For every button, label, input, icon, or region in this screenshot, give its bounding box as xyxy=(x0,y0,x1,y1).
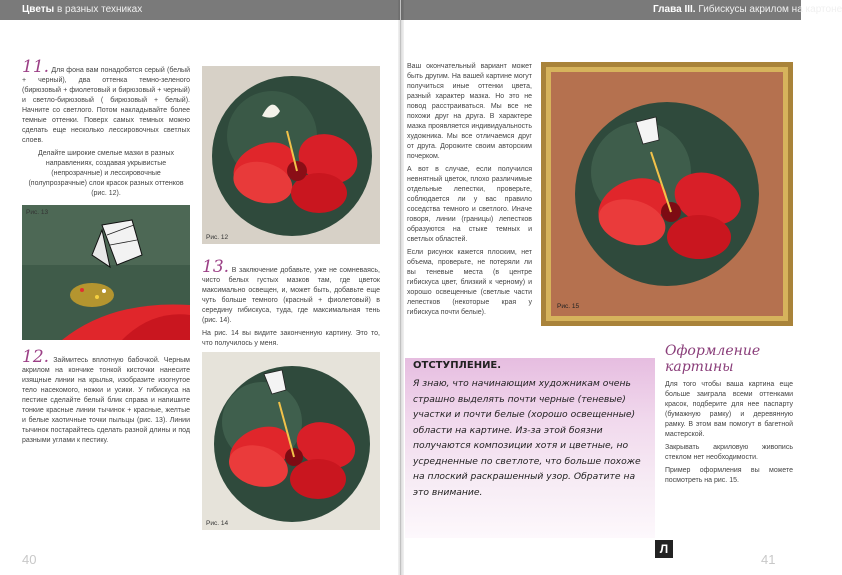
framing-section-title: Оформление картины xyxy=(665,343,761,375)
framing-paragraph-2: Закрывать акриловую живопись стеклом нет необходимости. xyxy=(665,444,793,461)
conclusion-text xyxy=(407,62,532,321)
framed-painting-icon xyxy=(541,62,793,326)
step-12-number: 12. xyxy=(22,347,50,367)
figure-12-photo xyxy=(202,66,380,244)
step-12-text: 12. Займитесь вплотную бабочкой. Черным акрилом на кончике тонкой кисточки нанесите изящные линии на крылья, изобразите изогнутое тело насекомого, ножки и усики. У гибискуса на пестике сделайте белый блик справа и напишите тонкие красные линии тычинок + красные, желтые и белые хаотичные точки пыльцы (рис. 13). Линии тычинок постарайтесь сделать разной длины и под разными углами к пестику. xyxy=(22,347,190,444)
conclusion-paragraph-1: Ваш окончательный вариант может быть другим. На вашей картине могут получиться иные оттенки цвета, разный характер мазка. Но это не повод расстраиваться. Мы все не похожи друг на друга. В характере мазка проявляется индивидуальность художника. Мы все отличаемся друг от друга. Дорожите своим авторским почерком. xyxy=(407,63,532,160)
digression-text: Я знаю, что начинающим художникам очень страшно выделять почти черные (теневые) участки и почти белые (хорошо освещенные) области на картине. Из-за этой боязни получаются композиции хотя и цветные, но усредненные по светлоте, что больше похоже на плоский раскрашенный узор. Обратите на это внимание. xyxy=(413,378,641,498)
left-page-header xyxy=(0,0,400,20)
figure-14-caption: Рис. 14 xyxy=(206,520,229,527)
book-spine xyxy=(398,0,404,575)
left-page xyxy=(0,0,400,575)
step-11-text: 11. Для фона вам понадобятся серый (белый + черный), два оттенка темно-зеленого (бирюзовый + фиолетовый и бирюзовый + черный) и светло-бирюзовый ( бирюзовый + белый). Начните со светлого. Потом накладывайте более темные оттенки. Поверх самых темных можно сделать еще несколько лессировочных светлых слоев. Делайте широкие смелые мазки в разных направлениях, создавая укрывистые (непрозрачные) и лессировочные (полупрозрачные) слои красок разных оттенков (рис. 12). xyxy=(22,57,190,197)
figure-13-photo xyxy=(22,205,190,340)
right-page-header xyxy=(401,0,842,20)
left-page-number: 40 xyxy=(22,552,37,567)
publisher-logo-icon: Л xyxy=(655,540,673,558)
figure-12-caption: Рис. 12 xyxy=(206,234,229,241)
conclusion-paragraph-3: Если рисунок кажется плоским, нет объема, проверьте, не потеряли ли вы теневые места (в центре гибискуса цвет, близкий к черному) и хорошо освещенные (светлые части лепестков (некоторые края у гибискуса почти белые). xyxy=(407,249,532,316)
step-11-paragraph-2: Делайте широкие смелые мазки в разных направлениях, создавая укрывистые (непрозрачные) и лессировочные (полупрозрачные) слои красок разных оттенков (рис. 12). xyxy=(28,150,184,197)
step-11-number: 11. xyxy=(22,57,50,77)
framing-paragraph-1: Для того чтобы ваша картина еще больше заиграла всеми оттенками красок, подберите для нее паспарту (бумажную рамку) и деревянную рамку. В этом вам помогут в багетной мастерской. xyxy=(665,381,793,438)
digression-box xyxy=(405,352,655,542)
book-title: Цветы в разных техниках xyxy=(22,4,143,15)
step-13-number: 13. xyxy=(202,257,230,277)
chapter-title: Глава III. Гибискусы акрилом на картоне xyxy=(653,4,842,15)
step-13-text: 13. В заключение добавьте, уже не сомневаясь, чисто белых густых мазков там, где цветок максимально освещен, и, может быть, добавьте еще чуть больше темного (красный + фиолетовый) в середину гибискуса, туда, где максимальная тень (рис. 14). На рис. 14 вы видите законченную картину. Это то, что получилось у меня. xyxy=(202,257,381,347)
figure-14-photo xyxy=(202,352,380,530)
framing-paragraph-3: Пример оформления вы можете посмотреть на рис. 15. xyxy=(665,467,793,484)
figure-13-caption: Рис. 13 xyxy=(26,209,49,216)
framing-text xyxy=(665,380,793,489)
digression-title: ОТСТУПЛЕНИЕ. xyxy=(413,360,502,371)
hibiscus-finished-icon xyxy=(202,352,380,530)
figure-15-photo xyxy=(541,62,793,326)
butterfly-closeup-icon xyxy=(22,205,190,340)
figure-15-caption: Рис. 15 xyxy=(557,303,580,310)
right-page-number: 41 xyxy=(761,552,776,567)
step-13-paragraph-2: На рис. 14 вы видите законченную картину. Это то, что получилось у меня. xyxy=(202,330,380,347)
right-page xyxy=(400,0,842,575)
conclusion-paragraph-2: А вот в случае, если получился невнятный цветок, плохо различимые отдельные лепестки, проверьте, соблюдается ли у вас правило соседства темного и светлого. Иначе говоря, линии (границы) лепестков образуются на стыке темных и светлых областей. xyxy=(407,166,532,243)
hibiscus-painting-icon xyxy=(202,66,380,244)
